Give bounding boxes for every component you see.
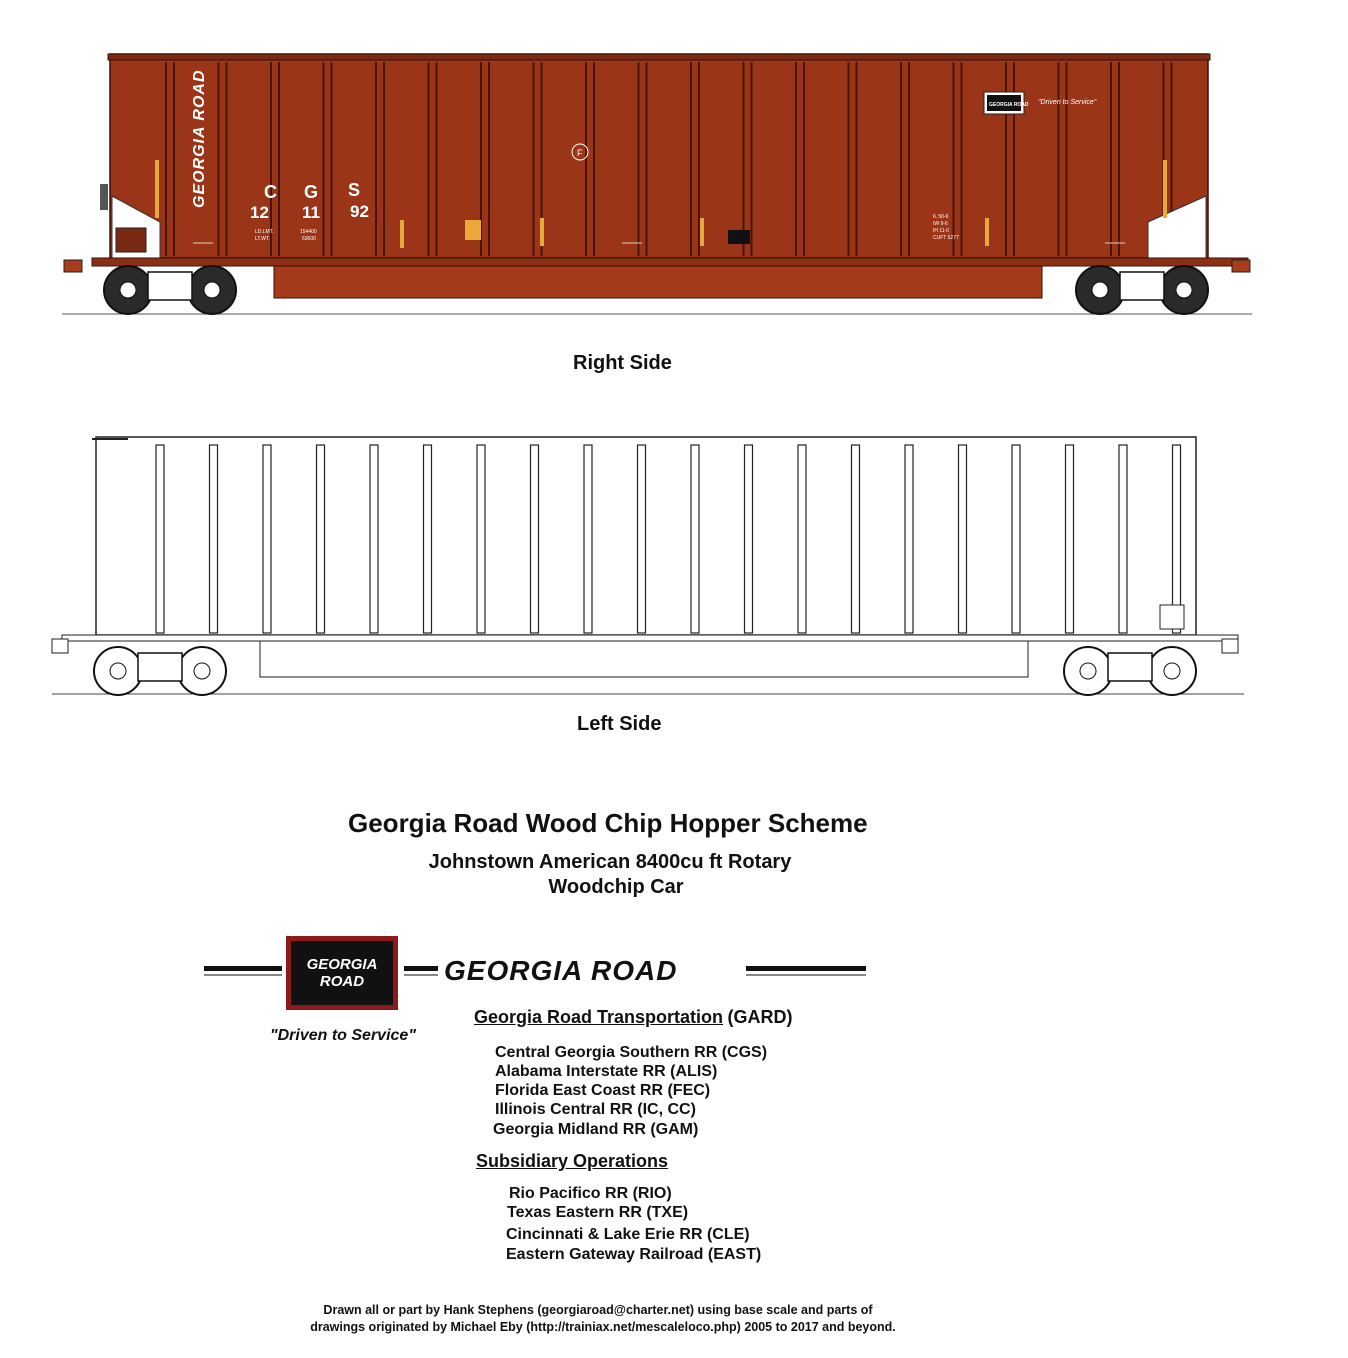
railroad-item: Georgia Midland RR (GAM) [493,1121,699,1138]
car-placard [728,230,750,244]
reporting-mark-3: S [348,180,361,200]
credit-line-2: drawings originated by Michael Eby (http://trainiax.net/mescaleloco.php) 2005 to 2017 and beyond. [310,1320,896,1334]
f-mark-text: F [577,148,583,158]
subsidiary-item: Texas Eastern RR (TXE) [507,1204,689,1221]
car-number-3: 92 [350,202,369,221]
subtitle-line-2: Woodchip Car [548,876,684,898]
car-slogan: "Driven to Service" [1038,99,1097,106]
subsidiary-item: Eastern Gateway Railroad (EAST) [506,1246,762,1263]
car-number-1: 12 [250,203,269,222]
right-side-car-drawing [0,0,1348,330]
car-body [110,54,1208,258]
center-hopper [274,266,1042,298]
ld-limit-label: LD.LMT. [255,229,274,235]
subsidiary-item: Cincinnati & Lake Erie RR (CLE) [506,1226,750,1243]
truck [94,647,226,695]
logo-slogan: "Driven to Service" [270,1027,416,1044]
side-logo-text: GEORGIA ROAD [191,69,208,208]
dim-line-2: IW 9-6 [933,221,948,227]
reporting-mark-2: G [304,182,319,202]
dim-line-3: IH 11-0 [933,228,950,234]
railroad-item: Central Georgia Southern RR (CGS) [495,1044,768,1061]
lt-wt-value: 63600 [302,236,316,242]
truck [1064,647,1196,695]
company-header [474,1007,792,1028]
truck [104,266,236,314]
left-side-label: Left Side [577,713,662,735]
lt-wt-label: LT.WT. [255,236,270,242]
company-mark: (GARD) [727,1007,793,1027]
dim-line-1: IL 50-6 [933,214,949,220]
center-hopper-outline [260,641,1028,677]
car-number-2: 11 [302,203,320,222]
subtitle-line-1: Johnstown American 8400cu ft Rotary [428,851,792,873]
subsidiary-item: Rio Pacifico RR (RIO) [509,1185,672,1202]
railroad-item: Alabama Interstate RR (ALIS) [495,1063,718,1080]
car-herald-text: GEORGIA ROAD [989,102,1029,108]
page-title: Georgia Road Wood Chip Hopper Scheme [348,808,868,838]
left-side-car-drawing [0,425,1348,705]
badge-line-2: ROAD [319,973,365,990]
credit-line-1: Drawn all or part by Hank Stephens (georgiaroad@charter.net) using base scale and parts of [323,1303,873,1317]
ld-limit-value: 154400 [300,229,317,235]
railroad-item: Florida East Coast RR (FEC) [495,1082,711,1099]
dim-line-4: CUFT 5277 [933,235,959,241]
company-name: Georgia Road Transportation [474,1007,724,1027]
right-side-label: Right Side [573,352,672,374]
railroad-item: Illinois Central RR (IC, CC) [495,1101,696,1118]
truck [1076,266,1208,314]
subsidiary-header: Subsidiary Operations [476,1151,669,1171]
logo-wordmark: GEORGIA ROAD [444,955,678,986]
reporting-mark-1: C [264,182,277,202]
badge-line-1: GEORGIA [306,956,378,973]
